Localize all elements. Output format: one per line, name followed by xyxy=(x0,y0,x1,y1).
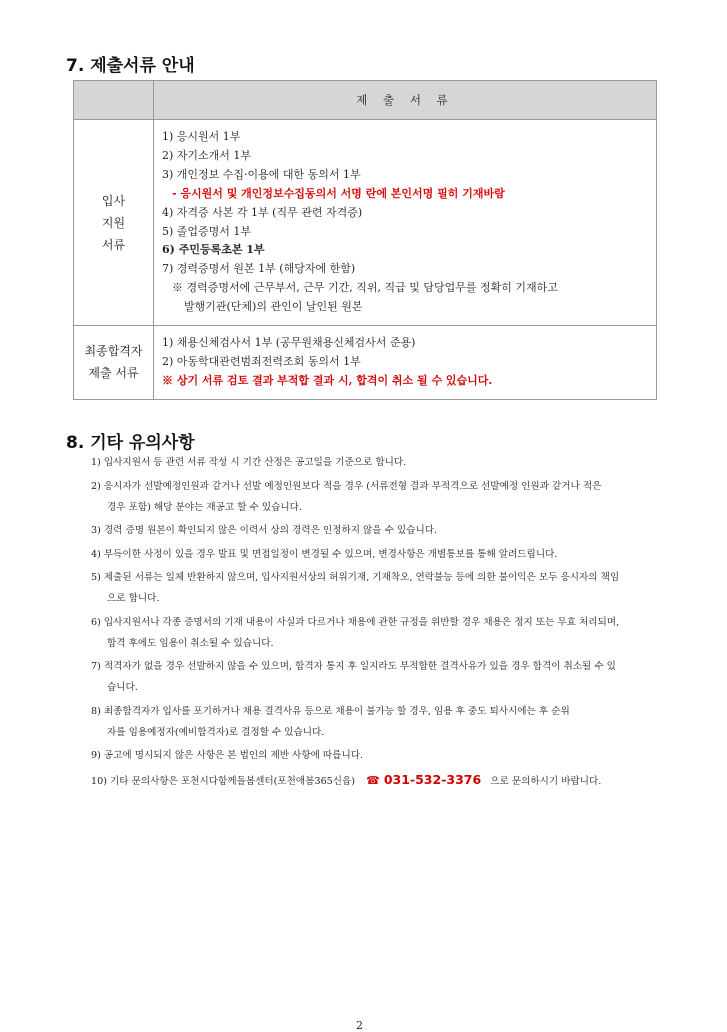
doc-item: 5) 졸업증명서 1부 xyxy=(162,224,252,238)
note-text: 7) 적격자가 없을 경우 선발하지 않을 수 있으며, 합격자 통지 후 일지라도 부적합한 결격사유가 있을 경우 합격이 취소될 수 있 xyxy=(91,661,616,672)
list-item xyxy=(91,612,661,654)
note-text: 5) 제출된 서류는 일체 반환하지 않으며, 입사지원서상의 허위기재, 기재착오, 연락불능 등에 의한 불이익은 모두 응시자의 책임 xyxy=(91,572,620,583)
signature-warning: - 응시원서 및 개인정보수집동의서 서명 란에 본인서명 필히 기재바람 xyxy=(172,186,505,200)
section-7-title: 7. 제출서류 안내 xyxy=(66,56,195,76)
page-number: 2 xyxy=(356,1019,363,1032)
row-label-application xyxy=(74,120,154,326)
list-item xyxy=(91,544,661,565)
doc-item: 2) 자기소개서 1부 xyxy=(162,148,252,162)
header-empty-cell xyxy=(74,81,154,120)
note-text: 6) 입사지원서나 각종 증명서의 기재 내용이 사실과 다르거나 채용에 관한 규정을 위반할 경우 채용은 정지 또는 무효 처리되며, xyxy=(91,616,620,628)
note-text: 습니다. xyxy=(107,682,138,693)
note-text: 2) 응시자가 선발예정인원과 같거나 선발 예정인원보다 적을 경우 (서류전형 결과 부적격으로 선발예정 인원과 같거나 적은 xyxy=(91,480,602,492)
doc-item: 7) 경력증명서 원본 1부 (해당자에 한함) xyxy=(162,262,356,276)
doc-item: 4) 자격증 사본 각 1부 (직무 관련 자격증) xyxy=(162,205,363,219)
contact-line xyxy=(91,769,661,792)
contact-suffix: 으로 문의하시기 바랍니다. xyxy=(490,775,602,787)
note-text: 4) 부득이한 사정이 있을 경우 발표 및 면접일정이 변경될 수 있으며, 변경사항은 개별통보를 통해 알려드립니다. xyxy=(91,548,558,560)
doc-item: 1) 채용신체검사서 1부 (공무원채용신체검사서 준용) xyxy=(162,336,416,350)
list-item xyxy=(91,452,661,473)
list-item xyxy=(91,745,661,766)
doc-item: 2) 아동학대관련범죄전력조회 동의서 1부 xyxy=(162,354,361,368)
list-item xyxy=(91,656,661,698)
career-note: ※ 경력증명서에 근무부서, 근무 기간, 직위, 직급 및 담당업무를 정확히 기재하고 xyxy=(172,281,558,295)
doc-item: 6) 주민등록초본 1부 xyxy=(162,243,265,257)
note-text: 합격 후에도 임용이 취소될 수 있습니다. xyxy=(107,637,274,649)
list-item xyxy=(91,701,661,743)
contact-prefix: 10) 기타 문의사항은 포천시다함께돌봄센터(포천애봄365신읍) xyxy=(91,775,356,787)
label-line: 입사 xyxy=(101,193,126,208)
note-text: 3) 경력 증명 원본이 확인되지 않은 이력서 상의 경력은 인정하지 않을 수 있습니다. xyxy=(91,525,438,536)
notes-list xyxy=(91,452,661,792)
label-line: 최종합격자 xyxy=(84,344,143,359)
phone-number[interactable] xyxy=(366,772,481,787)
phone-icon: ☎ xyxy=(366,773,380,787)
career-note-cont: 발행기관(단체)의 관인이 날인된 원본 xyxy=(184,300,363,314)
list-item xyxy=(91,520,661,541)
application-docs-cell xyxy=(154,120,657,326)
table-row-final xyxy=(74,326,657,400)
doc-item: 3) 개인정보 수집·이용에 대한 동의서 1부 xyxy=(162,167,361,181)
section-8-title: 8. 기타 유의사항 xyxy=(66,433,195,453)
label-line: 서류 xyxy=(101,237,126,252)
table-header-row xyxy=(74,81,657,120)
label-line: 제출 서류 xyxy=(88,366,139,381)
label-line: 지원 xyxy=(101,215,126,230)
list-item xyxy=(91,567,661,609)
note-text: 자를 임용예정자(예비합격자)로 결정할 수 있습니다. xyxy=(107,726,325,738)
note-text: 8) 최종합격자가 입사를 포기하거나 채용 결격사유 등으로 채용이 불가능 할 경우, 임용 후 중도 퇴사시에는 후 순위 xyxy=(91,705,570,717)
note-text: 경우 포함) 해당 분야는 재공고 할 수 있습니다. xyxy=(107,501,302,513)
note-text: 9) 공고에 명시되지 않은 사항은 본 법인의 제반 사항에 따릅니다. xyxy=(91,750,364,761)
list-item xyxy=(91,476,661,518)
note-text: 1) 입사지원서 등 관련 서류 작성 시 기간 산정은 공고일을 기준으로 합니다. xyxy=(91,457,407,468)
doc-item: 1) 응시원서 1부 xyxy=(162,130,241,143)
table-row-application xyxy=(74,120,657,326)
documents-table xyxy=(73,80,657,400)
table-header: 제 출 서 류 xyxy=(154,81,657,120)
phone-text: 031-532-3376 xyxy=(383,771,482,787)
cancel-warning: ※ 상기 서류 검토 결과 부적합 결과 시, 합격이 취소 될 수 있습니다. xyxy=(162,373,493,387)
row-label-final xyxy=(74,326,154,400)
final-docs-cell xyxy=(154,326,657,400)
note-text: 으로 합니다. xyxy=(107,593,160,604)
